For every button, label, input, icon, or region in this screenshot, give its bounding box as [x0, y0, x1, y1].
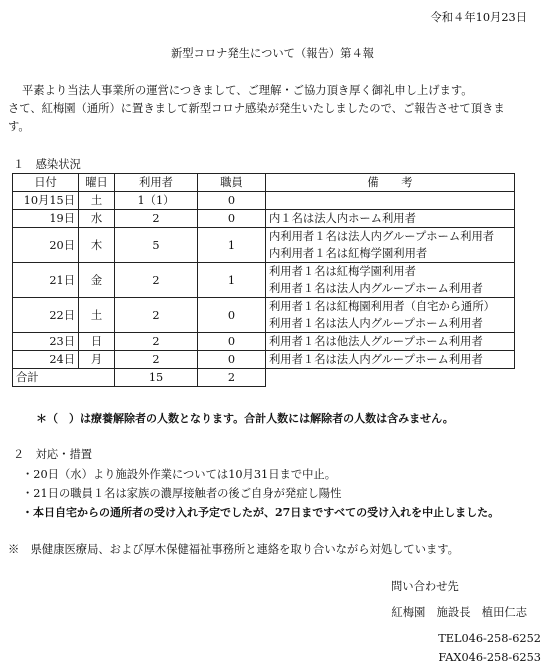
measure-item-2: ・21日の職員１名は家族の濃厚接触者の後ご自身が発症し陽性 [22, 487, 342, 500]
total-spacer [79, 369, 115, 387]
table-row [13, 192, 515, 210]
row-users: 2 [115, 263, 198, 298]
note-line: 利用者１名は法人内グループホーム利用者 [269, 282, 483, 295]
note-line: 内利用者１名は紅梅学園利用者 [269, 247, 428, 260]
total-label: 合計 [13, 369, 79, 387]
measure-item-1: ・20日（水）より施設外作業については10月31日まで中止。 [22, 468, 337, 481]
contact-name: 紅梅園 施設長 植田仁志 [391, 606, 527, 619]
row-notes [266, 192, 515, 210]
col-staff: 職員 [198, 174, 266, 192]
intro-line-1: 平素より当法人事業所の運営につきまして、ご理解・ご協力頂き厚く御礼申し上げます。 [22, 84, 473, 97]
table-row [13, 333, 515, 351]
row-staff: 1 [198, 228, 266, 263]
row-day: 木 [79, 228, 115, 263]
table-row [13, 228, 515, 263]
row-day: 金 [79, 263, 115, 298]
row-users: 2 [115, 210, 198, 228]
section1-heading: １ 感染状況 [13, 158, 81, 171]
row-staff: 0 [198, 298, 266, 333]
col-day: 曜日 [79, 174, 115, 192]
row-users: 2 [115, 333, 198, 351]
section2-heading: ２ 対応・措置 [13, 448, 93, 461]
row-staff: 0 [198, 192, 266, 210]
col-notes: 備 考 [266, 174, 515, 192]
note-line [269, 192, 511, 209]
intro-line-2: さて、紅梅園（通所）に置きまして新型コロナ感染が発生いたしましたので、ご報告させて頂きま [8, 102, 505, 115]
row-users: 1（1） [115, 192, 198, 210]
col-date: 日付 [13, 174, 79, 192]
row-notes [266, 210, 515, 228]
row-notes [266, 298, 515, 333]
row-day: 月 [79, 351, 115, 369]
row-day: 水 [79, 210, 115, 228]
row-date: 10月15日 [13, 192, 79, 210]
measure-item-bold: ・本日自宅からの通所者の受け入れ予定でしたが、27日まですべての受け入れを中止しました。 [22, 506, 500, 519]
row-date: 19日 [13, 210, 79, 228]
row-day: 土 [79, 298, 115, 333]
note-line: 利用者１名は紅梅園利用者（自宅から通所） [269, 300, 495, 313]
row-date: 22日 [13, 298, 79, 333]
infection-table [12, 173, 515, 387]
row-date: 24日 [13, 351, 79, 369]
row-notes [266, 351, 515, 369]
note-line: 内利用者１名は法人内グループホーム利用者 [269, 230, 495, 243]
total-staff: 2 [198, 369, 266, 387]
row-notes [266, 228, 515, 263]
row-users: 2 [115, 351, 198, 369]
note-line: 利用者１名は法人内グループホーム利用者 [269, 317, 483, 330]
row-day: 日 [79, 333, 115, 351]
row-day: 土 [79, 192, 115, 210]
row-staff: 0 [198, 351, 266, 369]
contact-label: 問い合わせ先 [391, 580, 459, 593]
report-title: 新型コロナ発生について（報告）第４報 [170, 47, 375, 60]
table-footnote: ＊（ ）は療養解除者の人数となります。合計人数には解除者の人数は含みません。 [36, 412, 454, 425]
col-users: 利用者 [115, 174, 198, 192]
table-row [13, 210, 515, 228]
row-date: 20日 [13, 228, 79, 263]
table-row [13, 298, 515, 333]
row-users: 5 [115, 228, 198, 263]
row-notes [266, 263, 515, 298]
note-line: 利用者１名は法人内グループホーム利用者 [269, 353, 483, 366]
row-date: 23日 [13, 333, 79, 351]
intro-line-3: す。 [8, 120, 30, 133]
total-users: 15 [115, 369, 198, 387]
table-row [13, 263, 515, 298]
total-empty [266, 369, 515, 387]
table-row [13, 351, 515, 369]
row-notes [266, 333, 515, 351]
row-date: 21日 [13, 263, 79, 298]
total-row [13, 369, 515, 387]
contact-tel: TEL046-258-6252 [438, 632, 541, 645]
row-users: 2 [115, 298, 198, 333]
note-line: 利用者１名は紅梅学園利用者 [269, 265, 416, 278]
note-line: 内１名は法人内ホーム利用者 [269, 212, 416, 225]
row-staff: 0 [198, 210, 266, 228]
contact-fax: FAX046-258-6253 [438, 651, 541, 664]
report-date: 令和４年10月23日 [430, 11, 527, 24]
row-staff: 1 [198, 263, 266, 298]
remark: ※ 県健康医療局、および厚木保健福祉事務所と連絡を取り合いながら対処しています。 [8, 543, 459, 556]
table-header-row [13, 174, 515, 192]
note-line: 利用者１名は他法人グループホーム利用者 [269, 335, 483, 348]
row-staff: 0 [198, 333, 266, 351]
